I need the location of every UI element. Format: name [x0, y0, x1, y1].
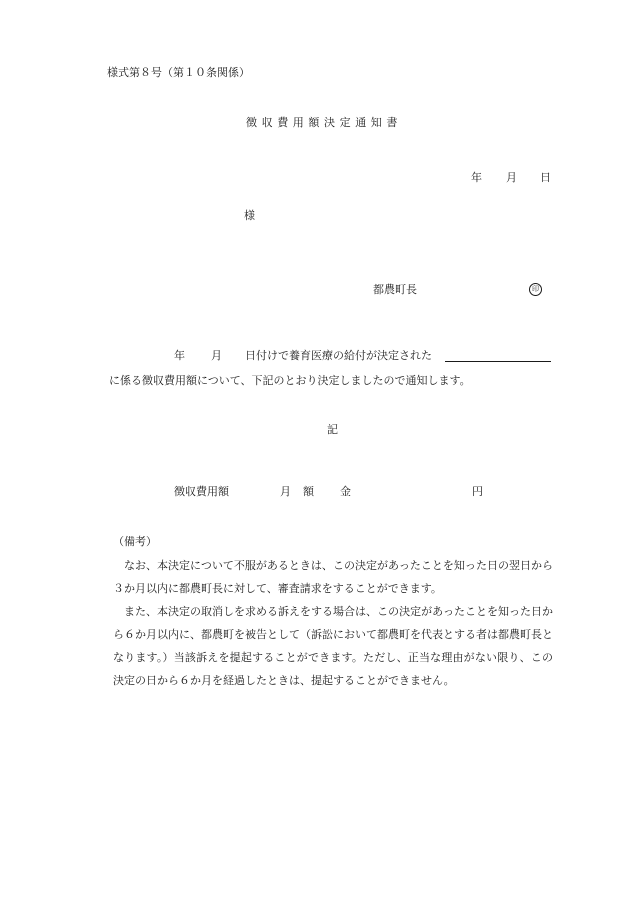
body-decision-text: 日付けで養育医療の給付が決定された	[245, 349, 432, 362]
remarks-heading: （備考）	[113, 535, 157, 548]
remarks-paragraph-2: また、本決定の取消しを求める訴えをする場合は、この決定があったことを知った日から６か月以内に、都農町を被告として（訴訟において都農町を代表とする者は都農町長となります。）当該訴えを提起することができます。ただし、正当な理由がない限り、この決定の日から６か月を経過したときは、提起することができません。	[113, 605, 553, 687]
date-year-label: 年	[471, 171, 482, 184]
date-month-label: 月	[506, 171, 517, 184]
fee-label: 徴収費用額	[174, 485, 229, 498]
recipient-suffix: 様	[244, 209, 255, 222]
body-line-2: に係る徴収費用額について、下記のとおり決定しましたので通知します。	[109, 374, 471, 387]
fee-amount-label: 額	[303, 485, 314, 498]
fee-kin-label: 金	[340, 485, 351, 498]
seal-icon: 印	[529, 283, 542, 296]
fee-yen-label: 円	[472, 485, 483, 498]
form-number: 様式第８号（第１０条関係）	[107, 66, 250, 79]
fee-month-label: 月	[280, 485, 291, 498]
blank-fill-line	[445, 361, 551, 362]
body-line-1	[174, 350, 432, 361]
date-day-label: 日	[540, 171, 551, 184]
body-month-label: 月	[211, 349, 222, 362]
remarks-paragraph-1: なお、本決定について不服があるときは、この決定があったことを知った日の翌日から３か月以内に都農町長に対して、審査請求をすることができます。	[113, 559, 553, 595]
issuer-title: 都農町長	[373, 283, 417, 296]
ki-label: 記	[327, 423, 338, 436]
body-year-label: 年	[174, 349, 185, 362]
document-title: 徴収費用額決定通知書	[246, 116, 402, 129]
